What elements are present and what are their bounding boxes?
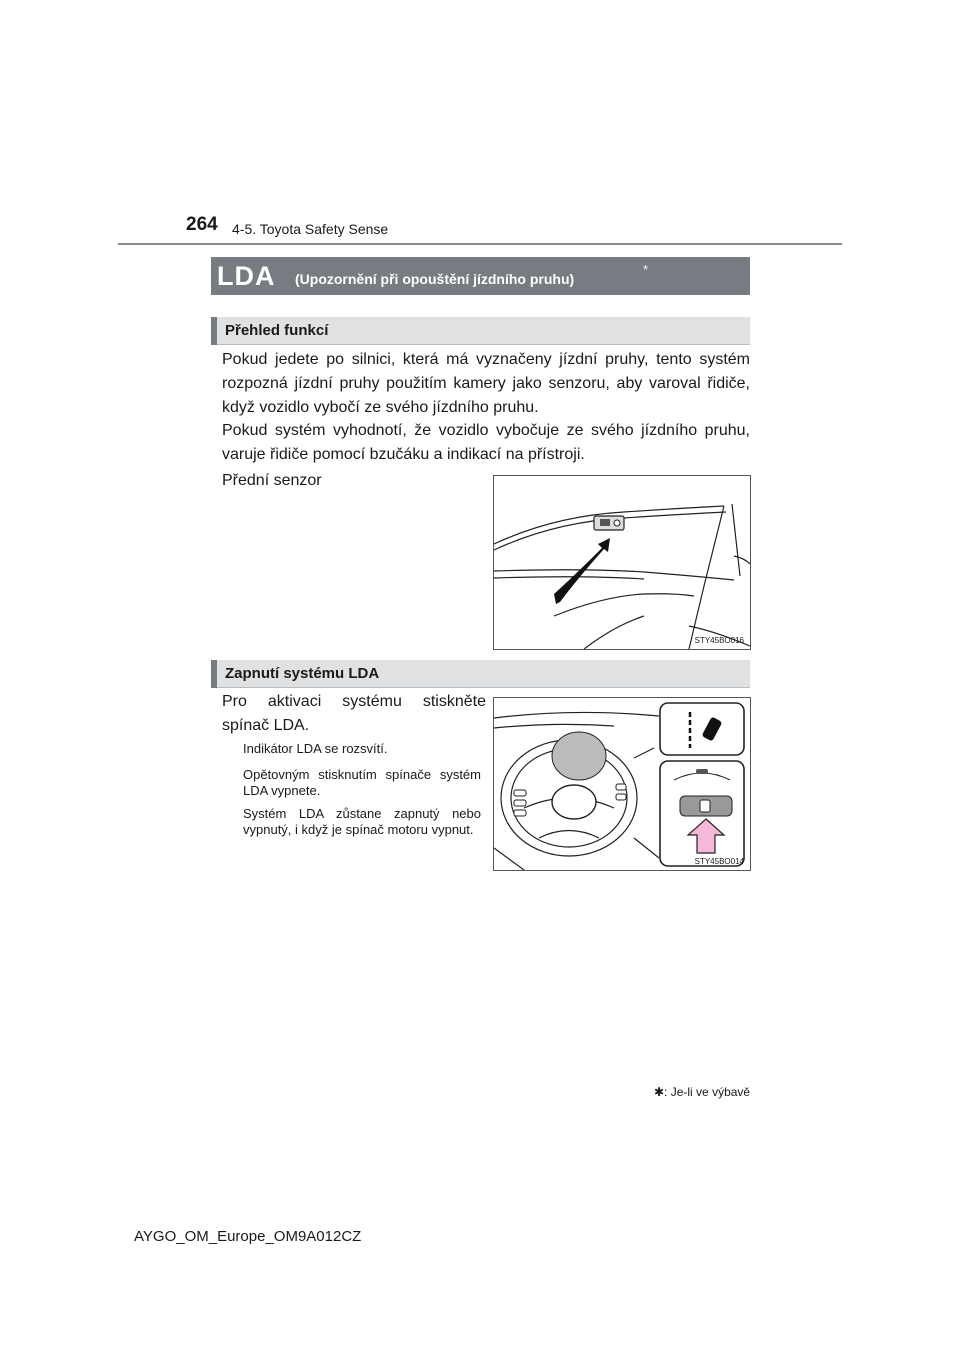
subheading-accent-bar: [211, 317, 217, 345]
windshield-camera-drawing: [494, 476, 750, 649]
note-indicator-lights: Indikátor LDA se rozsvítí.: [243, 741, 388, 756]
note-press-again-off: Opětovným stisknutím spínače systém LDA vypnete.: [243, 767, 481, 798]
lda-indicator-callout: [660, 703, 744, 755]
front-sensor-illustration: [493, 475, 751, 650]
front-sensor-label: Přední senzor: [222, 472, 322, 489]
subheading-enable-lda: [211, 660, 750, 688]
title-subtitle: (Upozornění při opouštění jízdního pruhu): [295, 271, 575, 287]
title-acronym: LDA: [217, 261, 276, 291]
subheading-text: Zapnutí systému LDA: [225, 665, 380, 682]
instrument-cluster: [552, 732, 606, 780]
page-number: 264: [186, 214, 218, 235]
main-title-banner: [211, 257, 750, 295]
pointer-arrow: [554, 538, 610, 604]
footnote-if-equipped: ✱: Je-li ve výbavě: [654, 1085, 751, 1099]
overview-paragraph-2: Pokud systém vyhodnotí, že vozidlo vybočuje ze svého jízdního pruhu, varuje řidiče pomocí bzučáku a indikací na přístroji.: [222, 422, 750, 463]
figure-code: STY45BO014: [694, 857, 744, 866]
subheading-overview: [211, 317, 750, 345]
enable-instruction: Pro aktivaci systému stiskněte spínač LDA.: [222, 693, 486, 734]
subheading-accent-bar: [211, 660, 217, 688]
figure-code: STY45BO016: [694, 636, 744, 645]
wheel-hub: [552, 785, 596, 819]
overview-paragraph-1: Pokud jedete po silnici, která má vyznačeny jízdní pruhy, tento systém rozpozná jízdní pruhy použitím kamery jako senzoru, aby varoval řidiče, když vozidlo vybočí ze svého jízdního pruhu.: [222, 351, 750, 416]
note-state-retained: Systém LDA zůstane zapnutý nebo vypnutý, i když je spínač motoru vypnut.: [243, 806, 481, 837]
subheading-text: Přehled funkcí: [225, 322, 329, 339]
title-asterisk: *: [643, 262, 649, 277]
document-code: AYGO_OM_Europe_OM9A012CZ: [134, 1228, 362, 1245]
header-divider: [118, 243, 842, 245]
lda-switch-illustration: [493, 697, 751, 871]
section-title: 4-5. Toyota Safety Sense: [232, 221, 389, 237]
steering-wheel-switch-drawing: [494, 698, 750, 870]
